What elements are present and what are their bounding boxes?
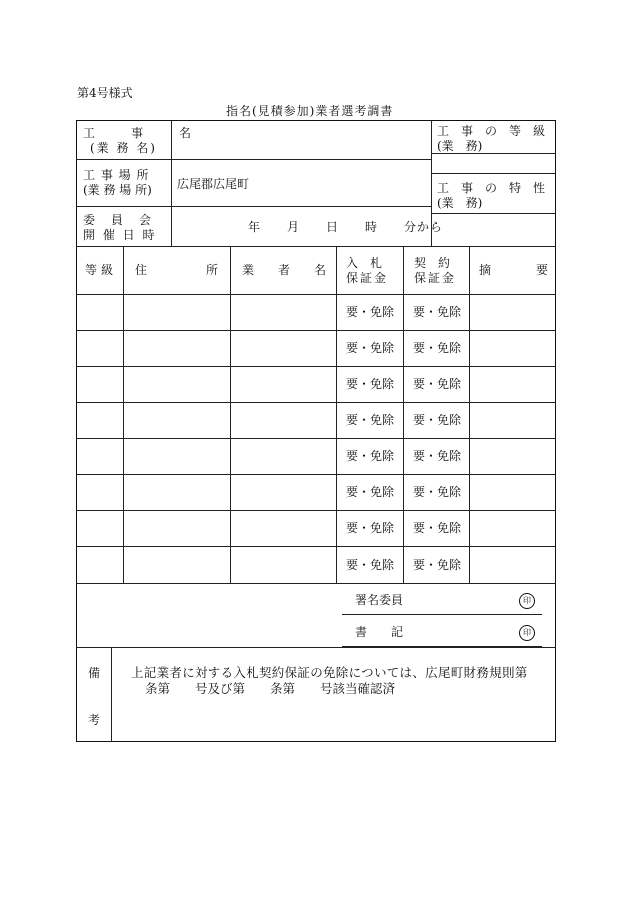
signing-member-label: 署名委員 <box>355 593 404 607</box>
col-company-header-3: 名 <box>314 263 327 277</box>
remarks-text-line-1: 上記業者に対する入札契約保証の免除については、広尾町財務規則第 <box>131 665 528 680</box>
col-company-header-2: 者 <box>278 263 291 277</box>
rule <box>76 474 556 475</box>
page-title: 指名(見積参加)業者選考調書 <box>226 104 394 118</box>
rule <box>76 159 431 160</box>
rule <box>76 246 556 247</box>
rule <box>76 510 556 511</box>
work-place-label: 工 事 場 所 <box>83 168 150 182</box>
col-contract-bond-header-1: 契 約 <box>414 256 451 270</box>
form-number: 第4号様式 <box>77 86 133 100</box>
row-6-bid-bond: 要・免除 <box>346 485 395 499</box>
rule <box>111 647 112 742</box>
row-4-contract-bond: 要・免除 <box>413 413 462 427</box>
row-1-bid-bond: 要・免除 <box>346 305 395 319</box>
rule <box>336 246 337 583</box>
characteristic-label: 工 事 の 特 性 <box>437 181 546 195</box>
rule <box>431 153 556 154</box>
rule <box>76 546 556 547</box>
col-grade-header: 等級 <box>85 263 118 277</box>
row-1-contract-bond: 要・免除 <box>413 305 462 319</box>
col-contract-bond-header-2: 保証金 <box>414 271 457 285</box>
meeting-date-time: 年 月 日 時 分から <box>248 220 444 234</box>
row-3-contract-bond: 要・免除 <box>413 377 462 391</box>
col-bid-bond-header-1: 入 札 <box>346 256 383 270</box>
clerk-label: 書 記 <box>355 625 404 639</box>
rule <box>76 294 556 295</box>
work-place-value: 広尾郡広尾町 <box>177 177 250 191</box>
rule <box>431 213 556 214</box>
row-3-bid-bond: 要・免除 <box>346 377 395 391</box>
seal-mark-icon: 印 <box>519 593 535 609</box>
work-place-sublabel: (業 務 場 所) <box>83 183 152 197</box>
work-name-sublabel: (業 務 名) <box>90 141 157 155</box>
committee-sublabel: 開 催 日 時 <box>83 228 157 242</box>
col-company-header-1: 業 <box>242 263 255 277</box>
rule <box>431 173 556 174</box>
col-address-header-1: 住 <box>135 263 148 277</box>
rule <box>469 246 470 583</box>
row-8-contract-bond: 要・免除 <box>413 558 462 572</box>
work-name-label: 工 事 名 <box>83 126 204 140</box>
rule <box>76 647 556 648</box>
rule <box>403 246 404 583</box>
rule <box>123 246 124 583</box>
rule <box>76 402 556 403</box>
rule <box>230 246 231 583</box>
row-7-contract-bond: 要・免除 <box>413 521 462 535</box>
grade-label: 工 事 の 等 級 <box>437 124 546 138</box>
grade-sublabel: (業 務) <box>437 139 483 153</box>
signature-line <box>342 614 542 615</box>
row-5-bid-bond: 要・免除 <box>346 449 395 463</box>
col-address-header-2: 所 <box>206 263 219 277</box>
col-bid-bond-header-2: 保証金 <box>346 271 389 285</box>
remarks-label-top: 備 <box>88 666 101 680</box>
row-5-contract-bond: 要・免除 <box>413 449 462 463</box>
row-2-contract-bond: 要・免除 <box>413 341 462 355</box>
remarks-text-line-2: 条第 号及び第 条第 号該当確認済 <box>145 681 396 696</box>
rule <box>76 330 556 331</box>
seal-mark-icon: 印 <box>519 625 535 641</box>
rule <box>76 206 431 207</box>
row-4-bid-bond: 要・免除 <box>346 413 395 427</box>
rule <box>76 366 556 367</box>
characteristic-sublabel: (業 務) <box>437 196 483 210</box>
row-6-contract-bond: 要・免除 <box>413 485 462 499</box>
rule <box>76 438 556 439</box>
col-remarks-header-2: 要 <box>536 263 549 277</box>
remarks-label-bottom: 考 <box>88 713 101 727</box>
col-remarks-header-1: 摘 <box>479 263 492 277</box>
row-2-bid-bond: 要・免除 <box>346 341 395 355</box>
row-8-bid-bond: 要・免除 <box>346 558 395 572</box>
rule <box>76 583 556 584</box>
row-7-bid-bond: 要・免除 <box>346 521 395 535</box>
committee-label: 委 員 会 <box>83 213 154 227</box>
